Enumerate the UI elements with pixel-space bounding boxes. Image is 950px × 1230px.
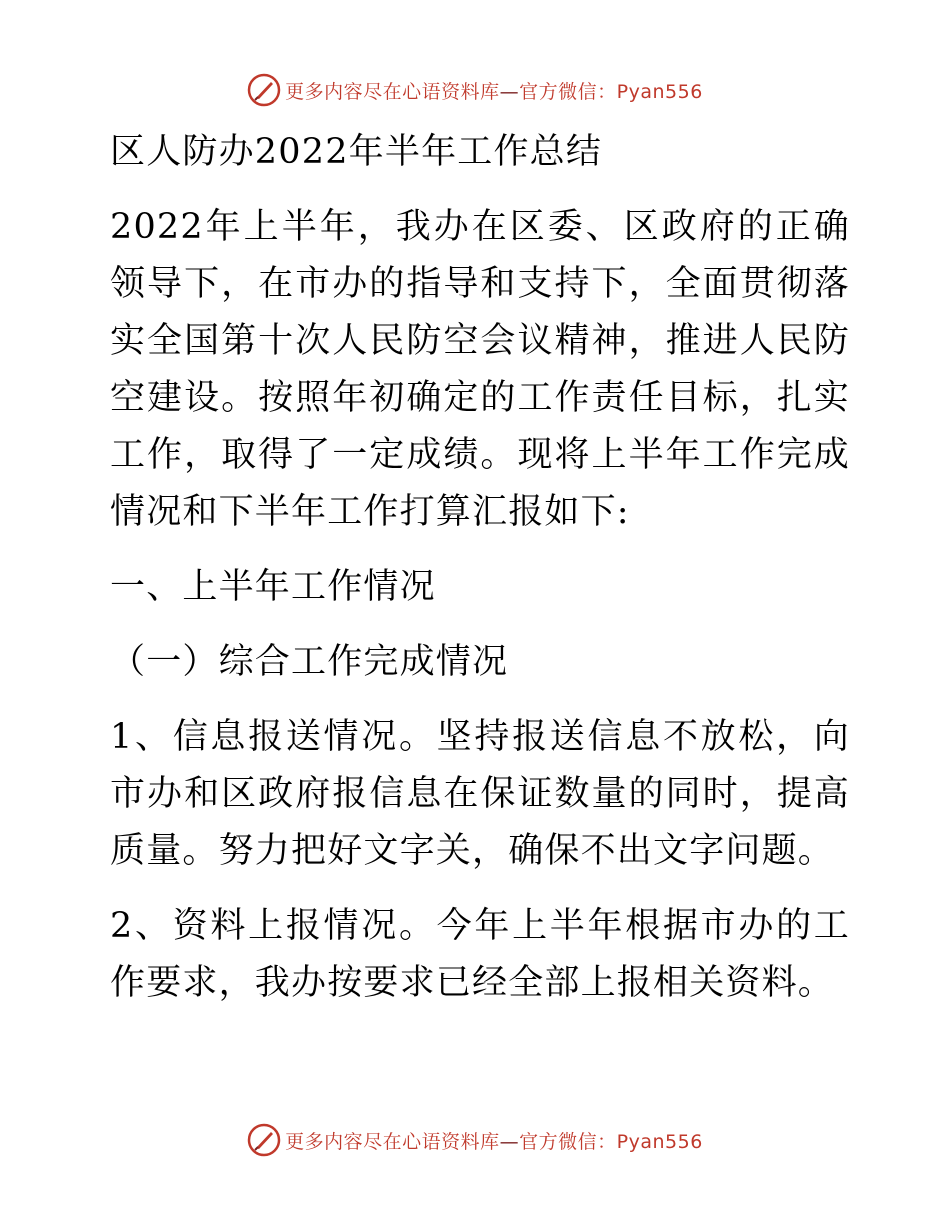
watermark-site: 更多内容尽在心语资料库 (285, 1130, 500, 1153)
section-heading: 一、上半年工作情况 (110, 567, 436, 607)
feather-pen-logo-icon (247, 73, 281, 107)
watermark-contact: 官方微信：Pyan556 (519, 80, 703, 103)
watermark-text (285, 1127, 703, 1154)
watermark-text (285, 77, 703, 104)
watermark-footer (0, 1120, 950, 1160)
watermark-separator: — (499, 80, 520, 103)
watermark-site: 更多内容尽在心语资料库 (285, 80, 500, 103)
watermark-contact: 官方微信：Pyan556 (519, 1130, 703, 1153)
document-title: 区人防办2022年半年工作总结 (110, 132, 603, 172)
subsection-heading: （一）综合工作完成情况 (110, 642, 509, 682)
feather-pen-logo-icon (247, 1123, 281, 1157)
item-paragraph-2: 2、资料上报情况。今年上半年根据市办的工作要求，我办按要求已经全部上报相关资料。 (110, 906, 850, 1003)
watermark-header (0, 70, 950, 110)
intro-paragraph: 2022年上半年，我办在区委、区政府的正确领导下，在市办的指导和支持下，全面贯彻落实全国第十次人民防空会议精神，推进人民防空建设。按照年初确定的工作责任目标，扎实工作，取得了一定成绩。现将上半年工作完成情况和下半年工作打算汇报如下: (110, 207, 850, 532)
document-body (98, 124, 850, 1030)
watermark-separator: — (499, 1130, 520, 1153)
item-paragraph-1: 1、信息报送情况。坚持报送信息不放松，向市办和区政府报信息在保证数量的同时，提高质量。努力把好文字关，确保不出文字问题。 (110, 717, 850, 871)
